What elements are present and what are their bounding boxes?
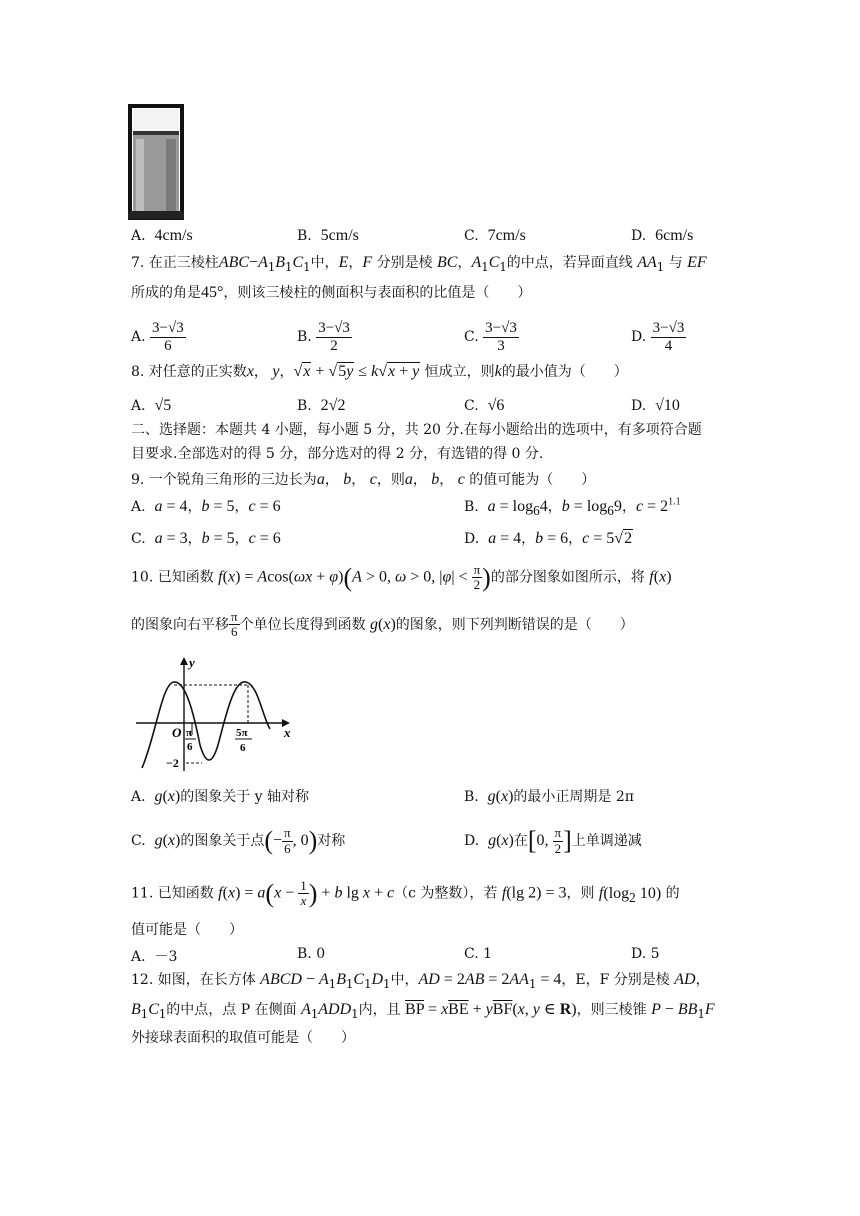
q8-option-d: D. √10 [631, 397, 680, 414]
q12-stem-line3: 外接球表面积的取值可能是（ ） [131, 1030, 355, 1046]
y-label: y [189, 655, 195, 670]
q10-options-row2 [131, 820, 731, 860]
q12-stem-line1: 12. 如图，在长方体 ABCD − $A_1B_1C_1D_1$中，AD = $2AB = 2AA_1 = 4$，E，F 分别是棱 AD， [131, 971, 710, 991]
q10-option-b: B. g(x)的最小正周期是 2π [464, 788, 634, 805]
q7-stem-line2: 所成的角是45°，则该三棱柱的侧面积与表面积的比值是（ ） [131, 284, 532, 301]
section2-heading-line2: 目要求.全部选对的得 5 分，部分选对的得 2 分，有选错的得 0 分. [131, 446, 544, 462]
q9-option-d: D. a = 4，b = 6，c = 5√2 [464, 530, 633, 547]
q6-options [131, 227, 731, 251]
q10-option-a: A. g(x)的图象关于 y 轴对称 [131, 788, 310, 805]
origin-label: O [172, 725, 182, 740]
q11-option-c: C. 1 [464, 946, 493, 962]
q11-option-d: D. 5 [631, 946, 660, 962]
q8-option-b: B. 2√2 [297, 397, 346, 414]
q11-stem-line1: 11. 已知函数 f(x) = a(x − $\frac{1}{x}$ ) + b lg x + c（c 为整数），若 f(lg 2) = 3，则 $f(\log_2$ 10) 的 [131, 877, 680, 909]
q12-stem-line2: $B_1C_1$的中点，点 P 在侧面 $A_1ADD_1$内，且 $\overline{BP} = x\overline{BE} + y\overline{BF}(x$, y ∈ R)，则三棱锥 $P - BB_1F$ [131, 1001, 715, 1021]
q10-options-row1 [131, 786, 731, 810]
tick-pi6-den: 6 [187, 741, 193, 753]
section2-heading-line1: 二、选择题：本题共 4 小题，每小题 5 分，共 20 分.在每小题给出的选项中，有多项符合题 [131, 422, 702, 438]
q7-option-b: B. $\frac{3-√3}{2}$ [297, 320, 350, 354]
q6-option-a: A. 4cm/s [131, 227, 193, 244]
q7-option-d: D. $\frac{3-√3}{4}$ [631, 320, 685, 354]
q7-option-a: A. $\frac{3-√3}{6}$ [131, 320, 184, 354]
q7-options [131, 308, 731, 354]
q8-option-a: A. √5 [131, 397, 172, 414]
q6-option-d: D. 6cm/s [631, 227, 694, 244]
q6-option-b: B. 5cm/s [297, 227, 359, 244]
x-label: x [284, 725, 291, 740]
q10-cosine-graph [134, 655, 294, 773]
tick-minus2: −2 [166, 756, 179, 770]
q11-stem-line2: 值可能是（ ） [131, 922, 243, 938]
q8-stem: 8. 对任意的正实数x， y，√x + √5y ≤ k√x + y 恒成立，则k的最小值为（ ） [131, 363, 628, 380]
q9-options-row1 [131, 496, 731, 520]
q10-stem-line1: 10. 已知函数 f(x) = Acos(ωx + φ)(A > 0, ω > 0, |φ| < $\frac{\pi}{2}$ )的部分图象如图所示，将 f(x) [131, 561, 672, 593]
q11-options [131, 946, 731, 970]
q10-option-d: D. g(x)在[0, $\frac{\pi}{2}$ ]上单调递减 [464, 825, 642, 856]
cosine-curve [142, 682, 270, 768]
q9-option-a: A. a = 4，b = 5，c = 6 [131, 498, 281, 515]
tick-5pi6-den: 6 [240, 742, 246, 754]
q9-options-row2 [131, 528, 731, 552]
q7-option-c: C. $\frac{3-√3}{3}$ [464, 320, 517, 354]
q7-stem-line1: 7. 在正三棱柱$ABC-A_1B_1C_1$中，E，F 分别是棱 BC，$A_1C_1$的中点，若异面直线 $AA_1$ 与 EF [131, 254, 707, 274]
container-photo [126, 103, 186, 221]
q10-stem-line2: 的图象向右平移 $\frac{\pi}{6}$ 个单位长度得到函数 g(x)的图象，则下列判断错误的是（ ） [131, 609, 634, 640]
q11-option-b: B. 0 [297, 946, 326, 962]
q10-option-c: C. g(x)的图象关于点(− $\frac{\pi}{6}$ , 0)对称 [131, 825, 346, 856]
tick-pi6-num: π [186, 727, 193, 739]
q9-option-b: B. $a = \log_64$，$b = \log_69$，$c = 2^{1.1}$ [464, 496, 681, 519]
q6-option-c: C. 7cm/s [464, 227, 526, 244]
y-axis-arrow [180, 657, 188, 665]
q9-stem: 9. 一个锐角三角形的三边长为a， b， c，则a， b， c 的值可能为（ ） [131, 471, 596, 488]
q8-option-c: C. √6 [464, 397, 505, 414]
q8-options [131, 397, 731, 421]
q9-option-c: C. a = 3，b = 5，c = 6 [131, 530, 281, 547]
tick-5pi6-num: 5π [236, 727, 248, 739]
q11-option-a: A. －3 [131, 949, 178, 965]
